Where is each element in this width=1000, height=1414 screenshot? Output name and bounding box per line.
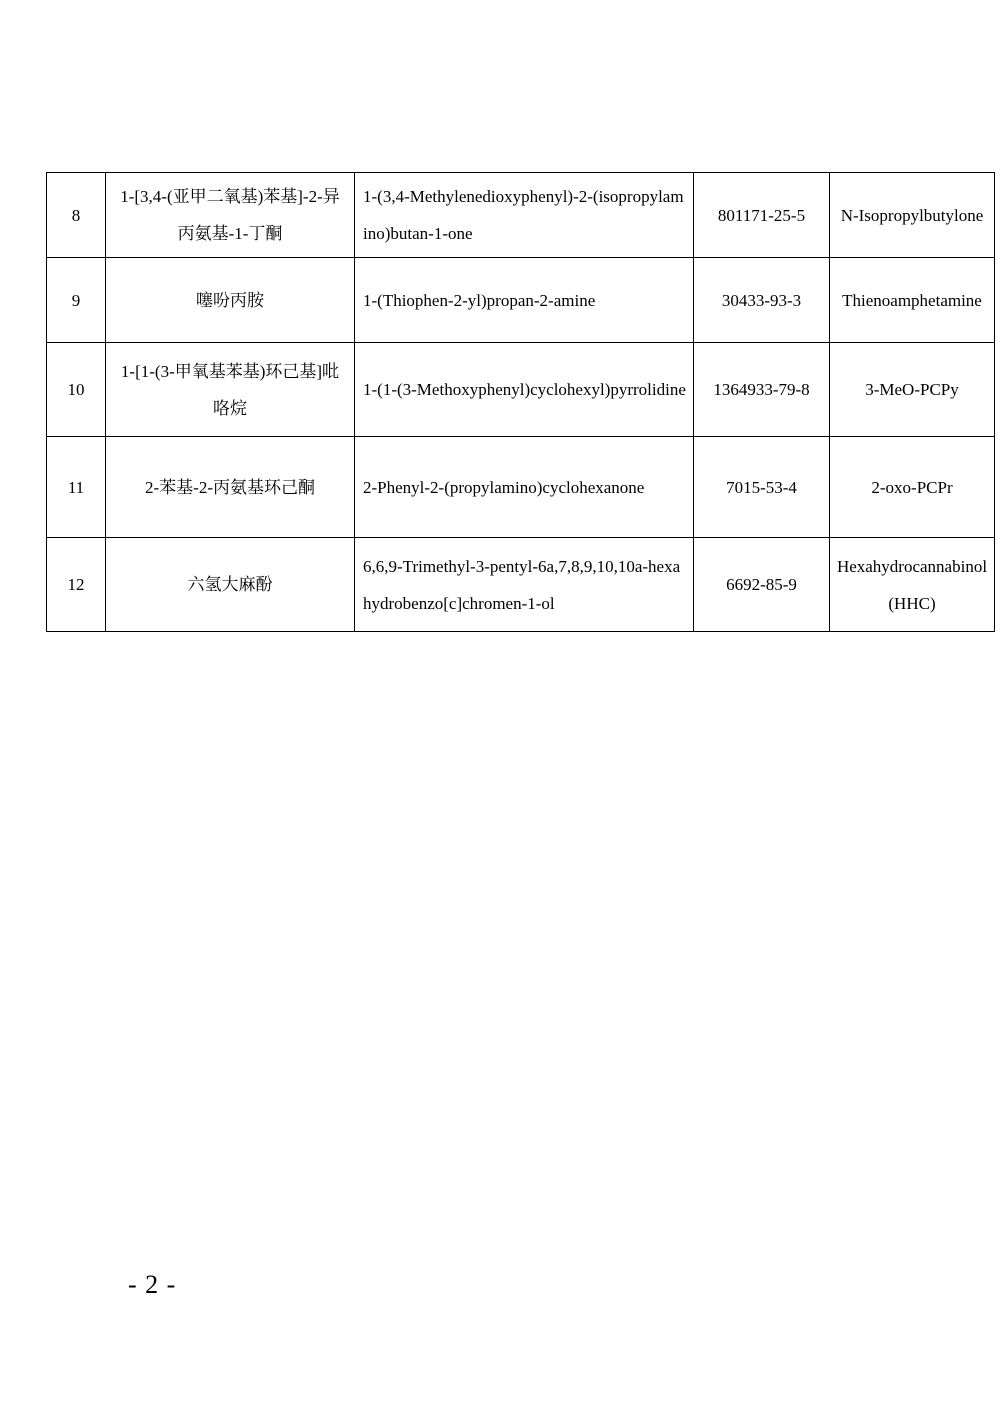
- alias-cell: 3-MeO-PCPy: [830, 343, 995, 437]
- chinese-name-cell: 1-[3,4-(亚甲二氧基)苯基]-2-异丙氨基-1-丁酮: [106, 173, 355, 258]
- english-name-cell: 1-(1-(3-Methoxyphenyl)cyclohexyl)pyrrolidine: [355, 343, 694, 437]
- row-number: 8: [47, 173, 106, 258]
- table-row: [47, 343, 995, 437]
- chinese-name-cell: 六氢大麻酚: [106, 538, 355, 632]
- table-row: [47, 173, 995, 258]
- english-name-cell: 6,6,9-Trimethyl-3-pentyl-6a,7,8,9,10,10a-hexahydrobenzo[c]chromen-1-ol: [355, 538, 694, 632]
- cas-number-cell: 7015-53-4: [694, 437, 830, 538]
- cas-number-cell: 1364933-79-8: [694, 343, 830, 437]
- english-name-cell: 2-Phenyl-2-(propylamino)cyclohexanone: [355, 437, 694, 538]
- chinese-name-cell: 噻吩丙胺: [106, 258, 355, 343]
- row-number: 11: [47, 437, 106, 538]
- row-number: 9: [47, 258, 106, 343]
- table-row: [47, 437, 995, 538]
- substance-table: [46, 172, 995, 632]
- row-number: 12: [47, 538, 106, 632]
- chinese-name-cell: 2-苯基-2-丙氨基环己酮: [106, 437, 355, 538]
- cas-number-cell: 801171-25-5: [694, 173, 830, 258]
- chinese-name-cell: 1-[1-(3-甲氧基苯基)环己基]吡咯烷: [106, 343, 355, 437]
- page-number: - 2 -: [128, 1270, 177, 1299]
- alias-cell: 2-oxo-PCPr: [830, 437, 995, 538]
- cas-number-cell: 6692-85-9: [694, 538, 830, 632]
- alias-cell: Thienoamphetamine: [830, 258, 995, 343]
- english-name-cell: 1-(Thiophen-2-yl)propan-2-amine: [355, 258, 694, 343]
- english-name-cell: 1-(3,4-Methylenedioxyphenyl)-2-(isopropylamino)butan-1-one: [355, 173, 694, 258]
- alias-cell: N-Isopropylbutylone: [830, 173, 995, 258]
- table-row: [47, 258, 995, 343]
- alias-cell: Hexahydrocannabinol (HHC): [830, 538, 995, 632]
- cas-number-cell: 30433-93-3: [694, 258, 830, 343]
- table-row: [47, 538, 995, 632]
- row-number: 10: [47, 343, 106, 437]
